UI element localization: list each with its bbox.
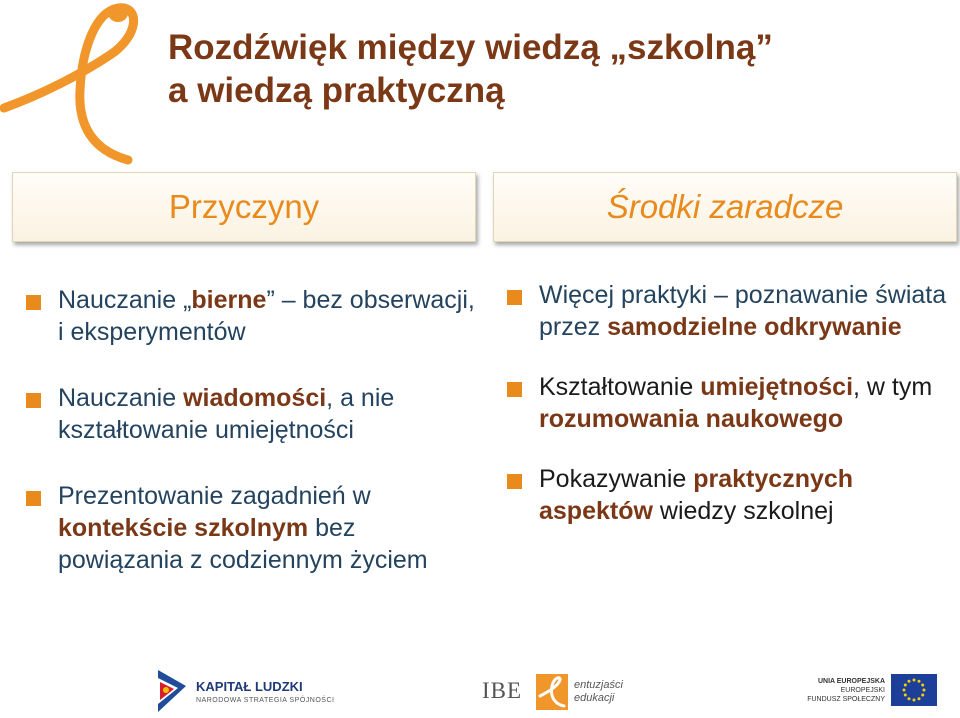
item-text: Kształtowanie [539, 373, 701, 401]
item-highlight: praktycznych aspektów [539, 465, 854, 525]
square-bullet-icon [26, 491, 41, 506]
ibe-name: IBE [482, 678, 523, 703]
item-text: Prezentowanie zagadnień w [58, 482, 371, 510]
item-text: ” – bez obserwacji, i eksperymentów [58, 286, 475, 346]
kapital-ludzki-logo [156, 668, 356, 714]
item-text: , a nie kształtowanie umiejętności [58, 384, 395, 444]
remedies-list [507, 279, 947, 555]
item-highlight: umiejętności [700, 373, 854, 401]
eu-line-2: EUROPEJSKI [840, 687, 885, 694]
eu-line-1: UNIA EUROPEJSKA [817, 678, 885, 685]
item-text: bez powiązania z codziennym życiem [58, 514, 428, 574]
item-highlight: kontekście szkolnym [58, 514, 309, 542]
item-text: Więcej praktyki – poznawanie świata przez [539, 281, 947, 341]
eu-logo [807, 672, 937, 712]
square-bullet-icon [26, 295, 41, 310]
item-text: Nauczanie [58, 384, 184, 412]
list-item [507, 371, 947, 435]
causes-list [26, 284, 476, 610]
square-bullet-icon [507, 290, 522, 305]
square-bullet-icon [507, 382, 522, 397]
kapital-ludzki-flag-icon [156, 668, 188, 714]
ibe-swirl-logo [0, 0, 150, 170]
remedies-header: Środki zaradcze [493, 172, 957, 242]
causes-header: Przyczyny [12, 172, 476, 242]
item-highlight: bierne [191, 286, 267, 314]
ibe-mark-icon [536, 674, 568, 710]
item-text: wiedzy szkolnej [652, 497, 834, 525]
ibe-tagline-2: edukacji [574, 692, 615, 704]
eu-text [807, 677, 885, 704]
footer-logos [0, 660, 960, 718]
page-title [168, 26, 773, 112]
item-highlight: samodzielne odkrywanie [607, 313, 902, 341]
list-item [26, 480, 476, 576]
kapital-ludzki-sub: NARODOWA STRATEGIA SPÓJNOŚCI [196, 697, 335, 704]
square-bullet-icon [507, 474, 522, 489]
ibe-logo [478, 668, 628, 714]
ibe-tagline-1: entuzjaści [574, 679, 623, 691]
item-text: Pokazywanie [539, 465, 694, 493]
kapital-ludzki-name: KAPITAŁ LUDZKI [196, 679, 303, 694]
item-highlight: rozumowania naukowego [539, 405, 844, 433]
list-item [507, 463, 947, 527]
item-text: , w tym [853, 373, 933, 401]
ibe-tagline [574, 679, 623, 705]
list-item [507, 279, 947, 343]
title-line-2: a wiedzą praktyczną [168, 71, 505, 110]
square-bullet-icon [26, 393, 41, 408]
item-highlight: wiadomości [183, 384, 327, 412]
list-item [26, 382, 476, 446]
eu-line-3: FUNDUSZ SPOŁECZNY [807, 696, 885, 703]
eu-flag-icon [891, 674, 937, 706]
title-line-1: Rozdźwięk między wiedzą „szkolną” [168, 28, 773, 67]
list-item [26, 284, 476, 348]
item-text: Nauczanie „ [58, 286, 192, 314]
